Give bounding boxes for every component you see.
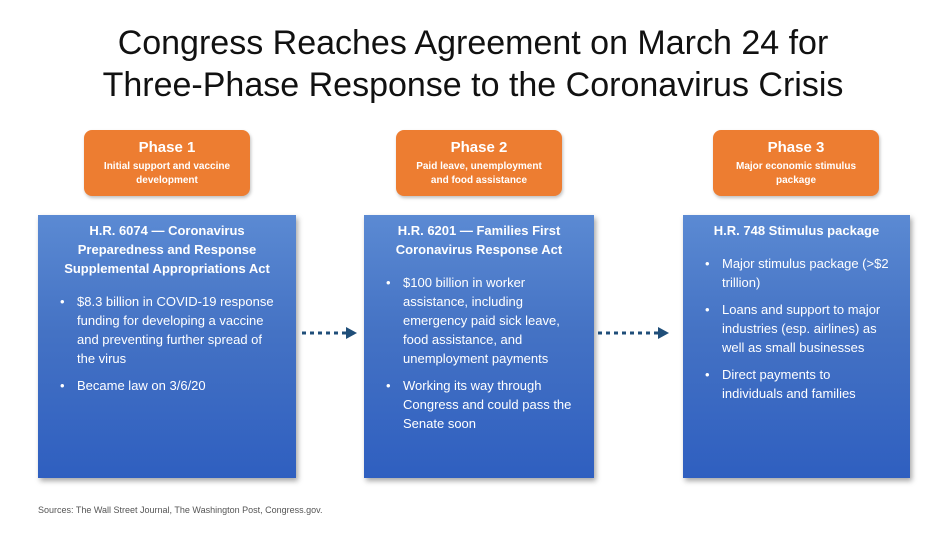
bullet-line: trillion) — [722, 275, 761, 290]
list-item — [711, 365, 898, 403]
bullet-line: well as small businesses — [722, 340, 865, 355]
phase-2-card-title — [376, 221, 582, 259]
list-item — [711, 300, 898, 357]
bullet-line: the virus — [77, 351, 127, 366]
phase-2-card-title-line-1: H.R. 6201 — Families First — [397, 223, 561, 238]
bullet-line: • Direct payments to — [722, 367, 831, 382]
phase-2-card-title-line-2: Coronavirus Response Act — [395, 242, 563, 257]
phase-1-card — [38, 215, 296, 478]
list-item — [66, 376, 284, 395]
phase-1-subtitle-line-2: development — [136, 175, 198, 186]
phase-3-subtitle — [713, 160, 879, 188]
phase-1-card-title-line-3: Supplemental Appropriations Act — [64, 261, 270, 276]
phase-2-subtitle-line-2: and food assistance — [430, 175, 528, 186]
bullet-line: emergency paid sick leave, — [403, 313, 560, 328]
bullet-line: food assistance, and — [403, 332, 523, 347]
phase-3-label: Phase 3 — [767, 139, 825, 156]
dotted-arrow-icon — [598, 325, 670, 341]
phase-2-bullet-list — [376, 273, 582, 433]
bullet-line: assistance, including — [403, 294, 523, 309]
phase-3-card-title-line-1: H.R. 748 Stimulus package — [713, 223, 880, 238]
phase-2-label: Phase 2 — [450, 139, 508, 156]
bullet-line: • $100 billion in worker — [403, 275, 526, 290]
phase-3-card — [683, 215, 910, 478]
phase-2-subtitle — [396, 160, 562, 188]
bullet-line: Senate soon — [403, 416, 477, 431]
title-line-2: Three-Phase Response to the Coronavirus Crisis — [102, 66, 844, 104]
phase-3-bullet-list — [695, 254, 898, 403]
bullet-line: individuals and families — [722, 386, 856, 401]
phase-3-subtitle-line-1: Major economic stimulus — [735, 161, 857, 172]
bullet-line: • Major stimulus package (>$2 — [722, 256, 889, 271]
list-item — [392, 376, 582, 433]
phase-3-badge — [713, 130, 879, 196]
phase-2-card — [364, 215, 594, 478]
page-title — [0, 22, 946, 106]
bullet-line: • Working its way through — [403, 378, 542, 393]
list-item — [711, 254, 898, 292]
phase-1-card-title — [50, 221, 284, 278]
phase-2-badge — [396, 130, 562, 196]
bullet-line: • $8.3 billion in COVID-19 response — [77, 294, 274, 309]
bullet-line: industries (esp. airlines) as — [722, 321, 877, 336]
bullet-line: • Became law on 3/6/20 — [77, 378, 206, 393]
phase-1-badge — [84, 130, 250, 196]
bullet-line: unemployment payments — [403, 351, 549, 366]
title-line-1: Congress Reaches Agreement on March 24 for — [117, 24, 829, 62]
list-item — [392, 273, 582, 368]
list-item — [66, 292, 284, 368]
phase-1-bullet-list — [50, 292, 284, 395]
bullet-line: • Loans and support to major — [722, 302, 881, 317]
bullet-line: and preventing further spread of — [77, 332, 263, 347]
phase-3-subtitle-line-2: package — [775, 175, 817, 186]
phase-2-subtitle-line-1: Paid leave, unemployment — [416, 161, 542, 172]
phase-1-card-title-line-2: Preparedness and Response — [77, 242, 257, 257]
phase-1-subtitle — [84, 160, 250, 188]
bullet-line: Congress and could pass the — [403, 397, 572, 412]
phase-1-card-title-line-1: H.R. 6074 — Coronavirus — [89, 223, 245, 238]
sources-note: Sources: The Wall Street Journal, The Washington Post, Congress.gov. — [38, 505, 323, 515]
bullet-line: funding for developing a vaccine — [77, 313, 264, 328]
phase-3-card-title — [695, 221, 898, 240]
dotted-arrow-icon — [302, 325, 358, 341]
phase-1-subtitle-line-1: Initial support and vaccine — [103, 161, 231, 172]
phase-1-label: Phase 1 — [138, 139, 196, 156]
